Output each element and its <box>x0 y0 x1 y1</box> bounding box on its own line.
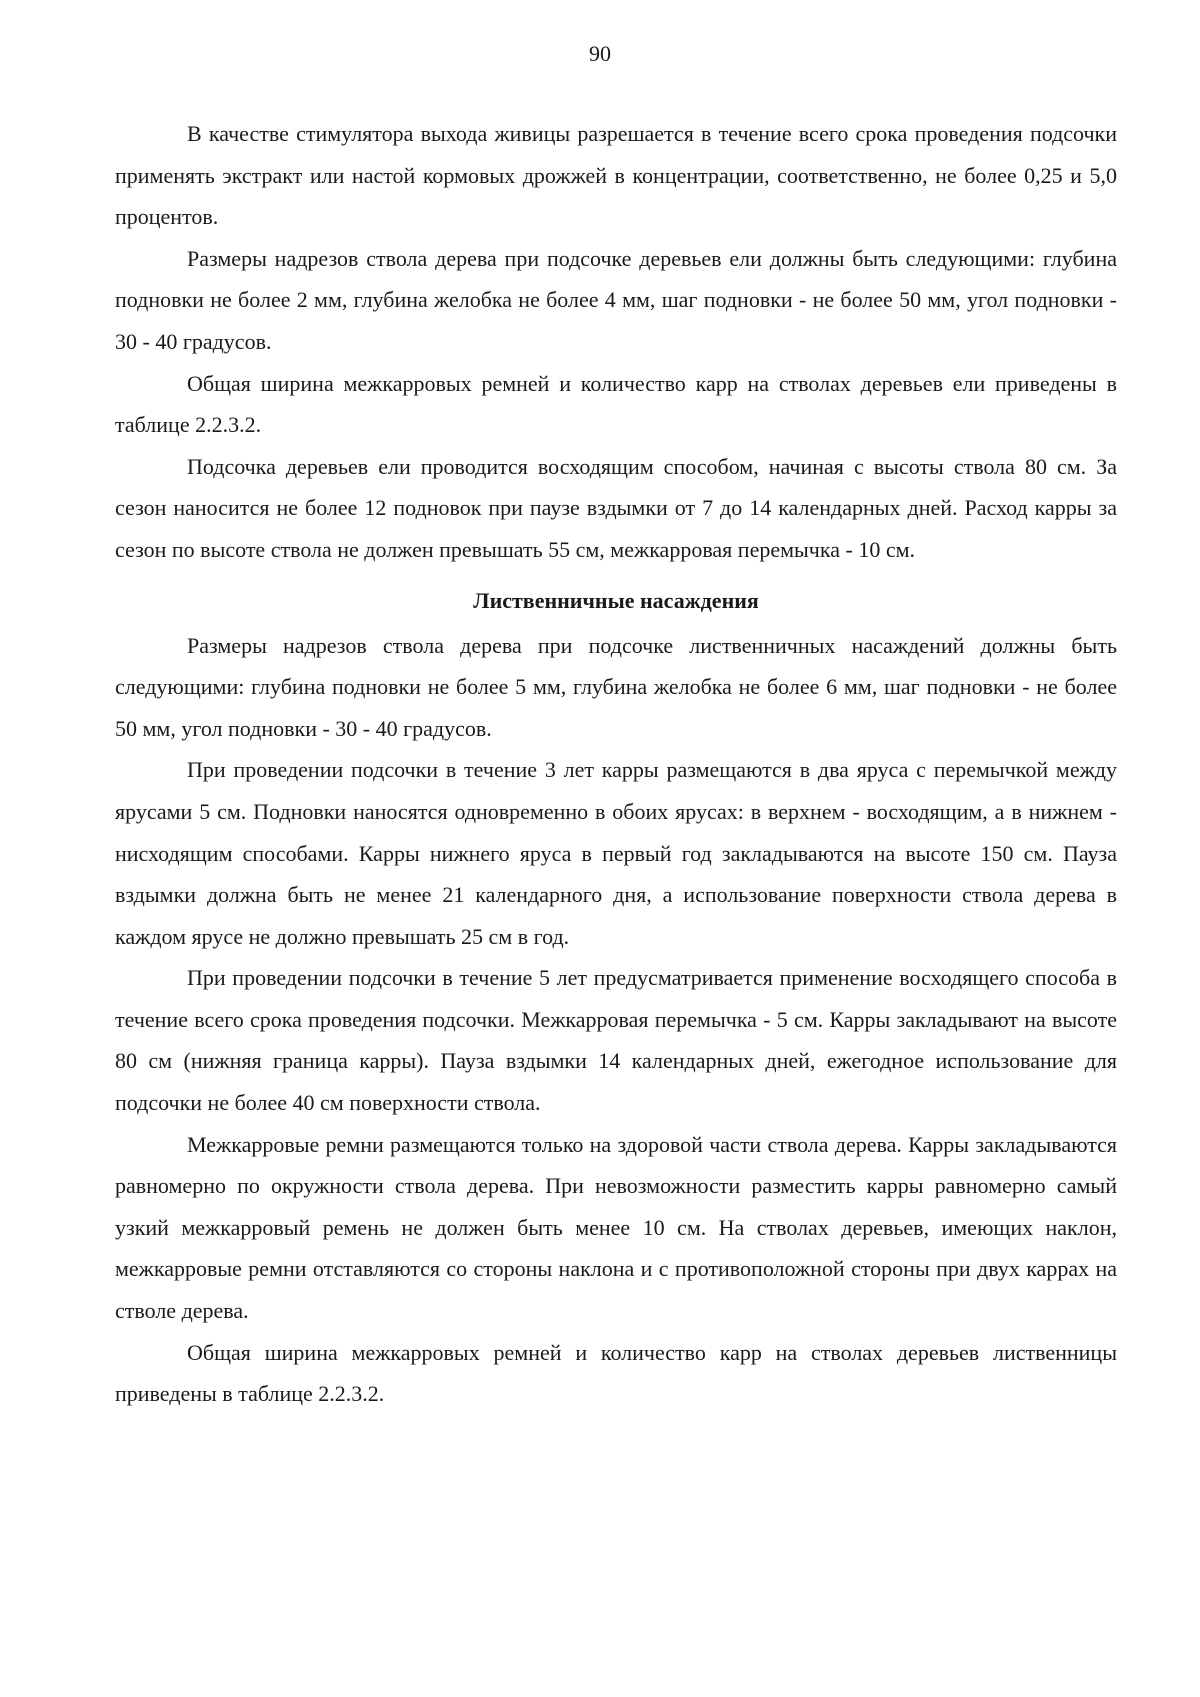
paragraph-spruce-tapping-method: Подсочка деревьев ели проводится восходящим способом, начиная с высоты ствола 80 см. За сезон наносится не более 12 подновок при паузе вздымки от 7 до 14 календарных дней. Расход карры за сезон по высоте ствола не должен превышать 55 см, межкарровая перемычка - 10 см. <box>115 453 1117 562</box>
paragraph-larch-5-year-tapping: При проведении подсочки в течение 5 лет предусматривается применение восходящего способа в течение всего срока проведения подсочки. Межкарровая перемычка - 5 см. Карры закладывают на высоте 80 см (нижняя граница карры). Пауза вздымки 14 календарных дней, ежегодное использование для подсочки не более 40 см поверхности ствола. <box>115 965 1117 1116</box>
paragraph-larch-strip-width: Общая ширина межкарровых ремней и количество карр на стволах деревьев лиственницы приведены в таблице 2.2.3.2. <box>115 1339 1117 1407</box>
page-number: 90 <box>589 41 611 66</box>
paragraph-larch-cut-sizes: Размеры надрезов ствола дерева при подсочке лиственничных насаждений должны быть следующими: глубина подновки не более 5 мм, глубина желобка не более 6 мм, шаг подновки - не более 50 мм, угол подновки - 30 - 40 градусов. <box>115 632 1117 741</box>
section-heading-larch: Лиственничные насаждения <box>473 587 759 613</box>
paragraph-spruce-strip-width: Общая ширина межкарровых ремней и количество карр на стволах деревьев ели приведены в таблице 2.2.3.2. <box>115 370 1117 438</box>
page-body <box>115 113 1117 1415</box>
paragraph-spruce-cut-sizes: Размеры надрезов ствола дерева при подсочке деревьев ели должны быть следующими: глубина подновки не более 2 мм, глубина желобка не более 4 мм, шаг подновки - не более 50 мм, угол подновки - 30 - 40 градусов. <box>115 245 1117 354</box>
paragraph-resin-stimulator: В качестве стимулятора выхода живицы разрешается в течение всего срока проведения подсочки применять экстракт или настой кормовых дрожжей в концентрации, соответственно, не более 0,25 и 5,0 процентов. <box>115 121 1117 230</box>
paragraph-larch-strip-placement: Межкарровые ремни размещаются только на здоровой части ствола дерева. Карры закладываются равномерно по окружности ствола дерева. При невозможности разместить карры равномерно самый узкий межкарровый ремень не должен быть менее 10 см. На стволах деревьев, имеющих наклон, межкарровые ремни отставляются со стороны наклона и с противоположной стороны при двух каррах на стволе дерева. <box>115 1131 1117 1324</box>
paragraph-larch-3-year-tapping: При проведении подсочки в течение 3 лет карры размещаются в два яруса с перемычкой между ярусами 5 см. Подновки наносятся одновременно в обоих ярусах: в верхнем - восходящим, а в нижнем - нисходящим способами. Карры нижнего яруса в первый год закладываются на высоте 150 см. Пауза вздымки должна быть не менее 21 календарного дня, а использование поверхности ствола дерева в каждом ярусе не должно превышать 25 см в год. <box>115 757 1117 949</box>
